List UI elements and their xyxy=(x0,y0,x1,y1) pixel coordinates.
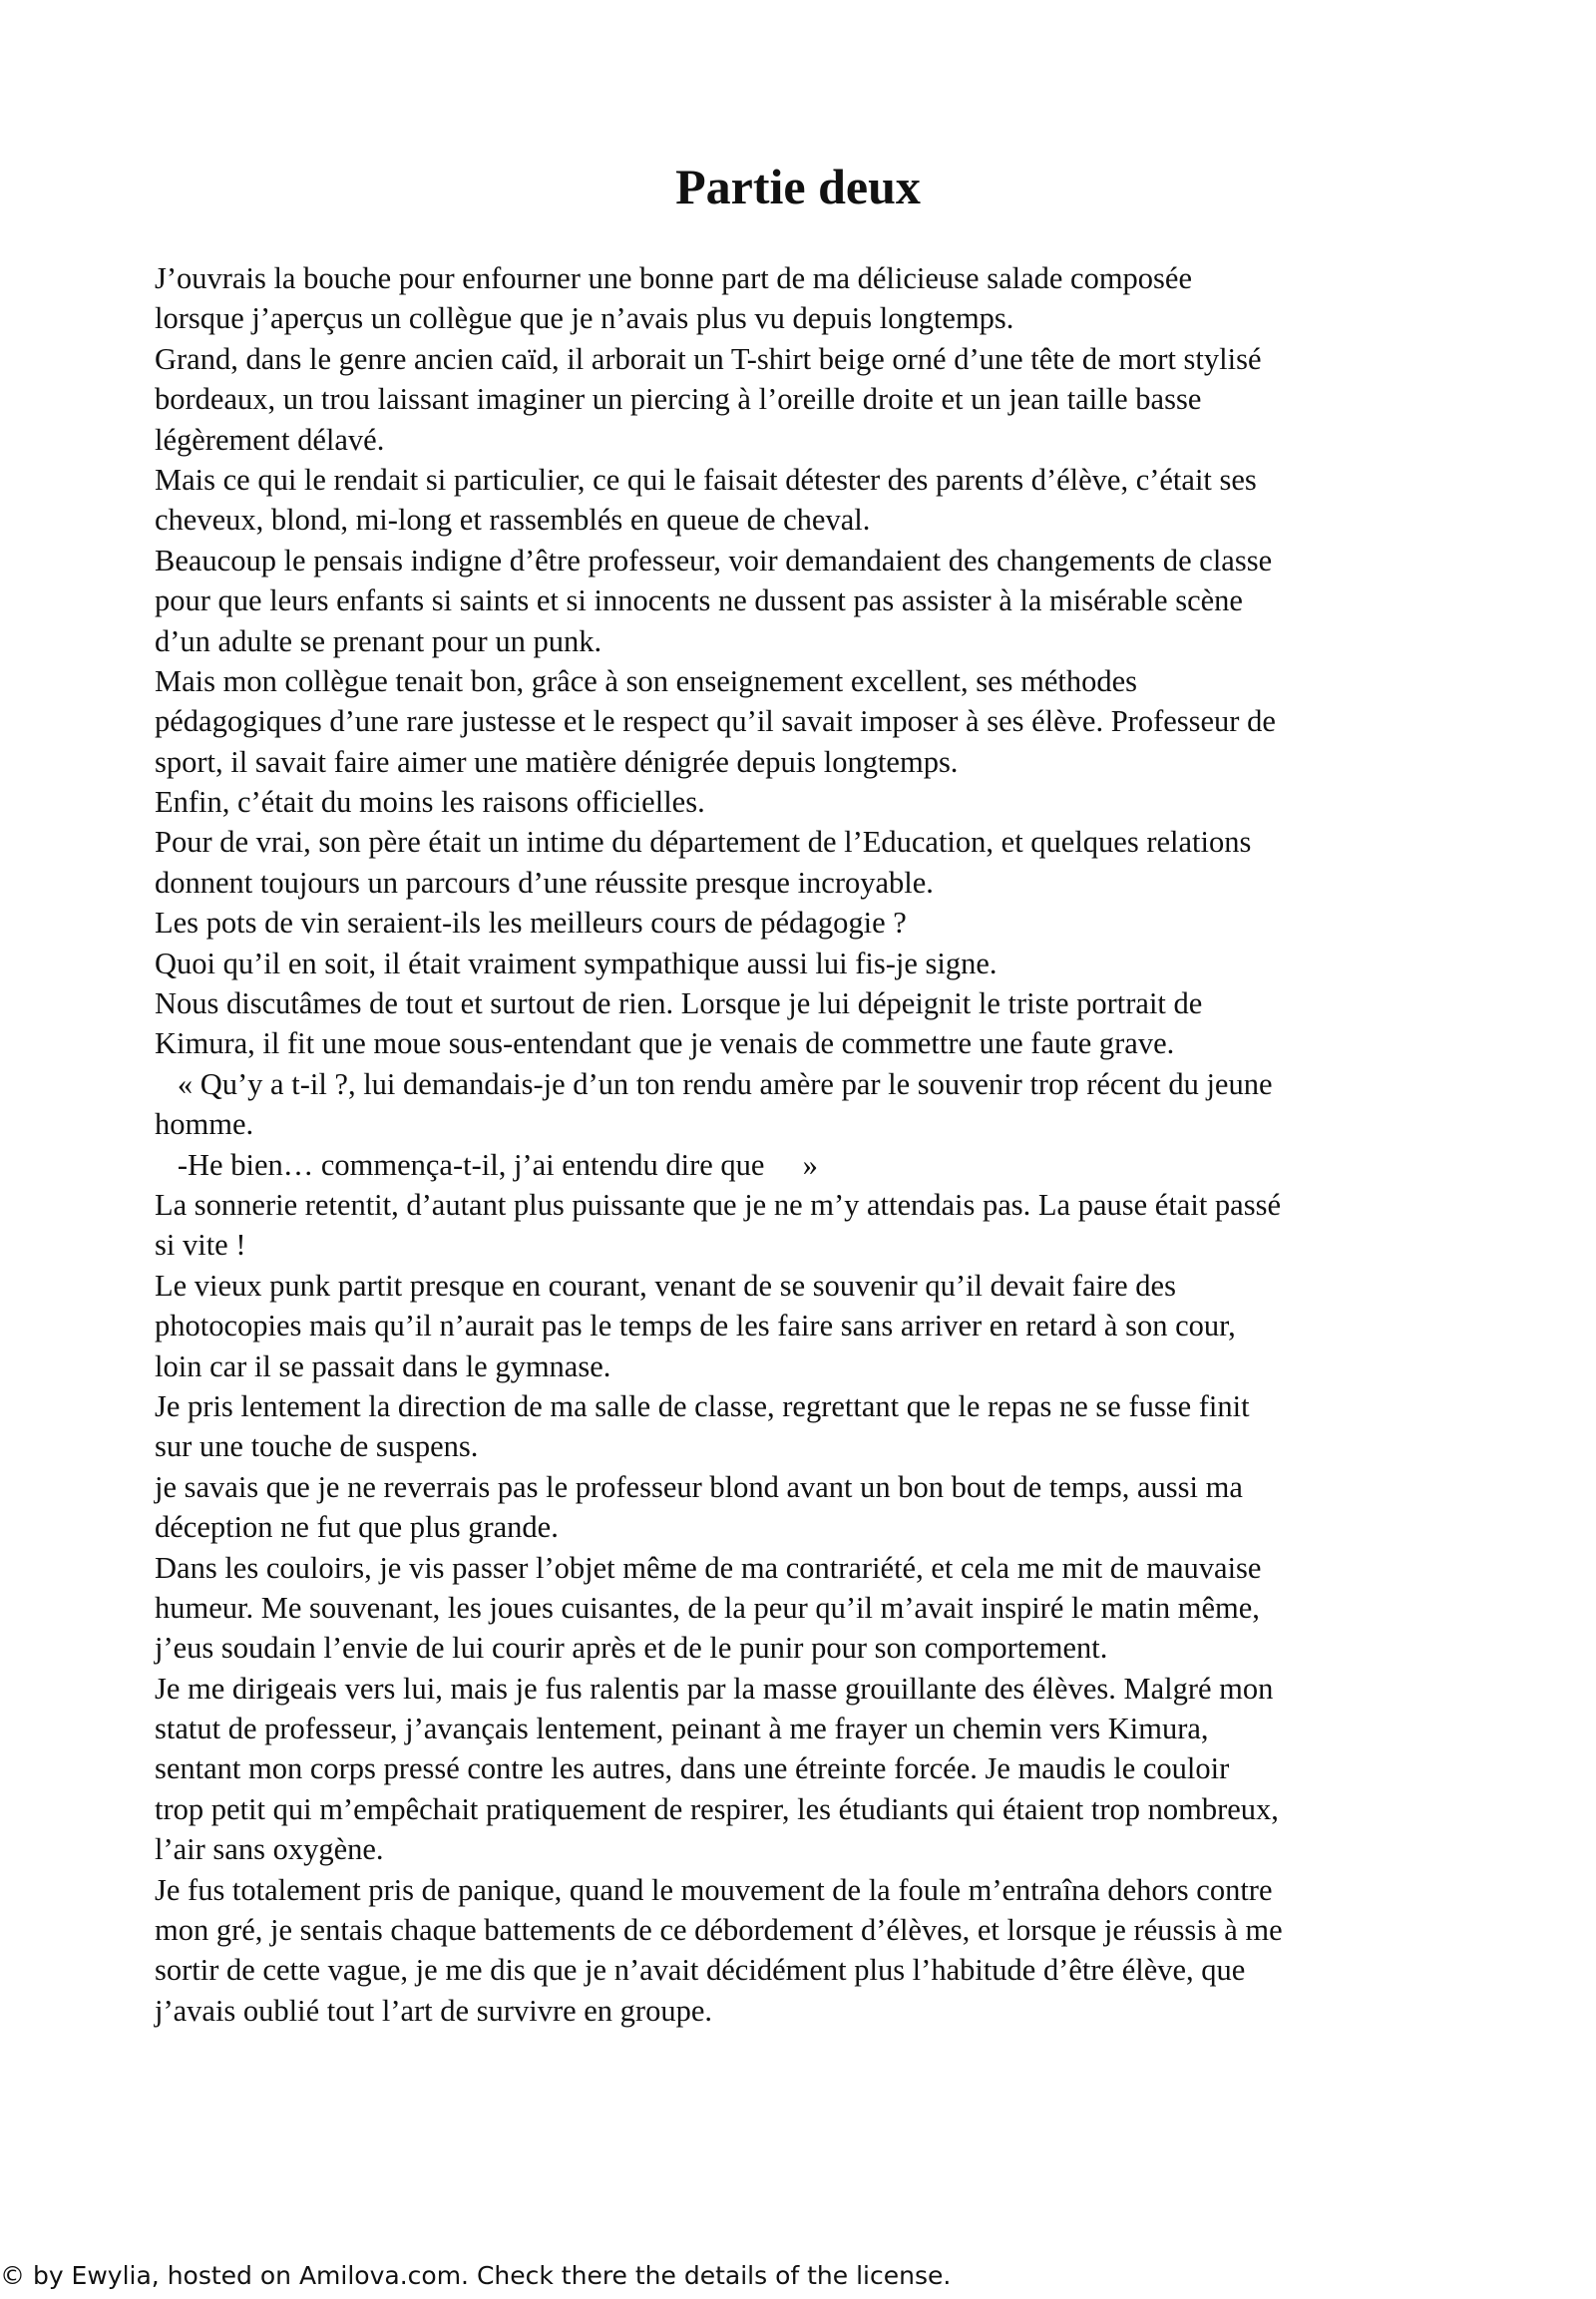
text-line: Mais mon collègue tenait bon, grâce à son enseignement excellent, ses méthodes xyxy=(155,663,1138,698)
text-line: sortir de cette vague, je me dis que je n’avait décidément plus l’habitude d’être élève, que xyxy=(155,1953,1246,1988)
text-line: trop petit qui m’empêchait pratiquement de respirer, les étudiants qui étaient trop nombreux, xyxy=(155,1791,1279,1826)
text-line: j’eus soudain l’envie de lui courir après et de le punir pour son comportement. xyxy=(155,1631,1108,1666)
text-line: sur une touche de suspens. xyxy=(155,1429,479,1464)
text-line: Pour de vrai, son père était un intime du département de l’Education, et quelques relations xyxy=(155,825,1252,860)
text-line: bordeaux, un trou laissant imaginer un piercing à l’oreille droite et un jean taille basse xyxy=(155,382,1202,417)
story-text xyxy=(155,258,1486,2031)
text-line: Dans les couloirs, je vis passer l’objet même de ma contrariété, et cela me mit de mauvaise xyxy=(155,1550,1262,1585)
text-line: Enfin, c’était du moins les raisons officielles. xyxy=(155,785,705,820)
text-line: pour que leurs enfants si saints et si innocents ne dussent pas assister à la misérable scène xyxy=(155,583,1243,618)
text-line: Les pots de vin seraient-ils les meilleurs cours de pédagogie ? xyxy=(155,906,907,941)
text-line: mon gré, je sentais chaque battements de ce débordement d’élèves, et lorsque je réussis à me xyxy=(155,1913,1283,1948)
text-line: -He bien… commença-t-il, j’ai entendu dire que » xyxy=(155,1147,818,1182)
text-line: Quoi qu’il en soit, il était vraiment sympathique aussi lui fis-je signe. xyxy=(155,946,998,980)
text-line: humeur. Me souvenant, les joues cuisantes, de la peur qu’il m’avait inspiré le matin même, xyxy=(155,1590,1260,1625)
text-line: Beaucoup le pensais indigne d’être professeur, voir demandaient des changements de classe xyxy=(155,543,1273,577)
text-line: Je fus totalement pris de panique, quand le mouvement de la foule m’entraîna dehors contre xyxy=(155,1872,1273,1907)
text-line: légèrement délavé. xyxy=(155,422,385,457)
text-line: sport, il savait faire aimer une matière dénigrée depuis longtemps. xyxy=(155,744,959,779)
text-line: cheveux, blond, mi-long et rassemblés en queue de cheval. xyxy=(155,503,871,538)
text-line: Je pris lentement la direction de ma salle de classe, regrettant que le repas ne se fusse finit xyxy=(155,1388,1250,1423)
text-line: photocopies mais qu’il n’aurait pas le temps de les faire sans arriver en retard à son cour, xyxy=(155,1309,1236,1343)
license-footer: © by Ewylia, hosted on Amilova.com. Check there the details of the license. xyxy=(0,2261,952,2290)
text-line: j’avais oublié tout l’art de survivre en groupe. xyxy=(155,1993,712,2028)
text-line: Le vieux punk partit presque en courant, venant de se souvenir qu’il devait faire des xyxy=(155,1268,1176,1303)
text-line: Nous discutâmes de tout et surtout de rien. Lorsque je lui dépeignit le triste portrait de xyxy=(155,986,1203,1021)
text-line: déception ne fut que plus grande. xyxy=(155,1510,559,1545)
text-line: je savais que je ne reverrais pas le professeur blond avant un bon bout de temps, aussi ma xyxy=(155,1469,1243,1504)
page-title: Partie deux xyxy=(675,159,921,214)
text-line: J’ouvrais la bouche pour enfourner une bonne part de ma délicieuse salade composée xyxy=(155,261,1192,295)
text-line: Mais ce qui le rendait si particulier, ce qui le faisait détester des parents d’élève, c’était ses xyxy=(155,462,1257,497)
text-line: Kimura, il fit une moue sous-entendant que je venais de commettre une faute grave. xyxy=(155,1026,1175,1061)
text-line: « Qu’y a t-il ?, lui demandais-je d’un ton rendu amère par le souvenir trop récent du jeune xyxy=(155,1066,1273,1101)
text-line: Grand, dans le genre ancien caïd, il arborait un T-shirt beige orné d’une tête de mort stylisé xyxy=(155,341,1262,376)
text-line: lorsque j’aperçus un collègue que je n’avais plus vu depuis longtemps. xyxy=(155,301,1014,336)
text-line: si vite ! xyxy=(155,1228,246,1263)
text-line: Je me dirigeais vers lui, mais je fus ralentis par la masse grouillante des élèves. Malgré mon xyxy=(155,1671,1274,1706)
text-line: pédagogiques d’une rare justesse et le respect qu’il savait imposer à ses élève. Professeur de xyxy=(155,704,1276,739)
text-line: donnent toujours un parcours d’une réussite presque incroyable. xyxy=(155,865,934,900)
text-line: La sonnerie retentit, d’autant plus puissante que je ne m’y attendais pas. La pause était passé xyxy=(155,1187,1281,1222)
text-line: loin car il se passait dans le gymnase. xyxy=(155,1348,611,1383)
text-line: statut de professeur, j’avançais lentement, peinant à me frayer un chemin vers Kimura, xyxy=(155,1712,1209,1746)
text-line: sentant mon corps pressé contre les autres, dans une étreinte forcée. Je maudis le couloir xyxy=(155,1751,1230,1786)
text-line: d’un adulte se prenant pour un punk. xyxy=(155,623,602,658)
text-line: l’air sans oxygène. xyxy=(155,1832,384,1867)
text-line: homme. xyxy=(155,1107,254,1142)
